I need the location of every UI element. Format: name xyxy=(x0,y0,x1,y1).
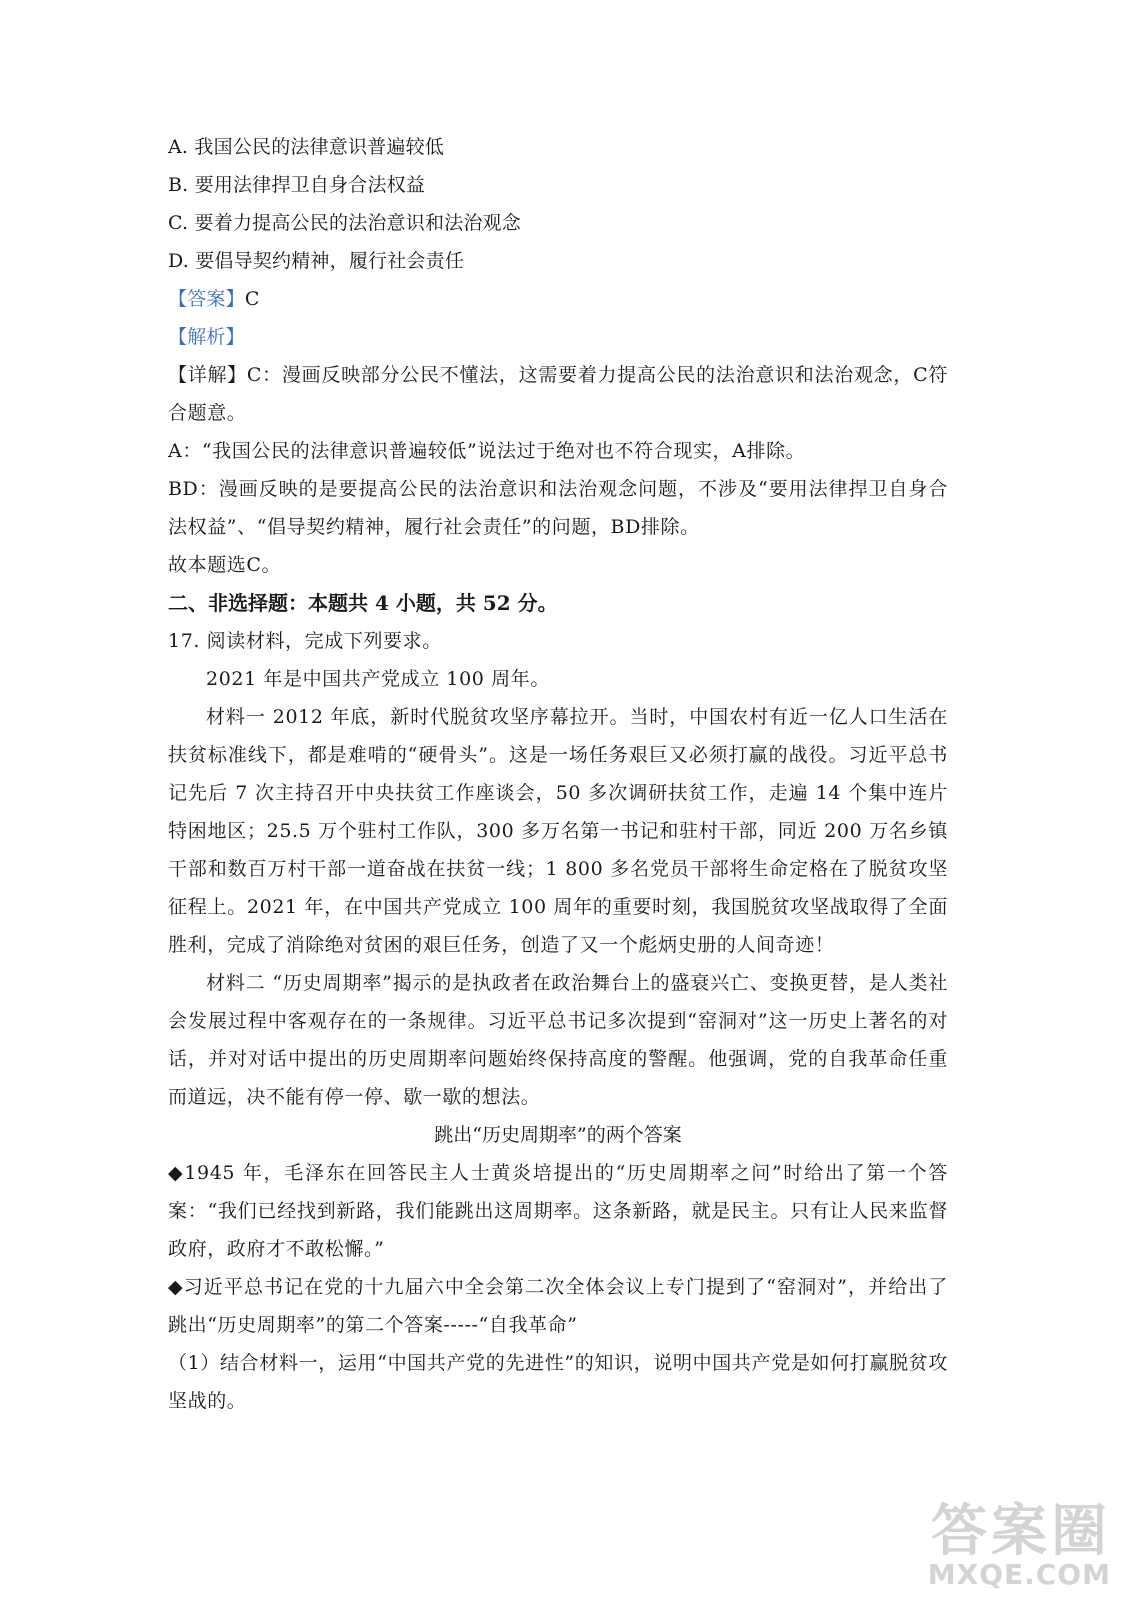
analysis-tag: 【解析】 xyxy=(168,326,245,348)
bullet-two: ◆习近平总书记在党的十九届六中全会第二次全体会议上专门提到了“窑洞对”，并给出了跳出“历史周期率”的第二个答案-----“自我革命” xyxy=(168,1276,948,1336)
option-b: B. 要用法律捍卫自身合法权益 xyxy=(168,174,426,196)
detail-tag: 【详解】 xyxy=(168,364,247,386)
document-page xyxy=(168,128,948,1420)
sub-question-one: （1）结合材料一，运用“中国共产党的先进性”的知识，说明中国共产党是如何打赢脱贫攻坚战的。 xyxy=(168,1352,948,1412)
question-stem: 17. 阅读材料，完成下列要求。 xyxy=(168,630,442,652)
conclusion: 故本题选C。 xyxy=(168,554,282,576)
question-intro: 2021 年是中国共产党成立 100 周年。 xyxy=(206,668,550,690)
explain-a: A：“我国公民的法律意识普遍较低”说法过于绝对也不符合现实，A排除。 xyxy=(168,440,806,462)
box-title: 跳出“历史周期率”的两个答案 xyxy=(434,1124,682,1146)
material-two: 材料二 “历史周期率”揭示的是执政者在政治舞台上的盛衰兴亡、变换更替，是人类社会发展过程中客观存在的一条规律。习近平总书记多次提到“窑洞对”这一历史上著名的对话，并对对话中提出的历史周期率问题始终保持高度的警醒。他强调，党的自我革命任重而道远，决不能有停一停、歇一歇的想法。 xyxy=(168,972,948,1108)
material-one: 材料一 2012 年底，新时代脱贫攻坚序幕拉开。当时，中国农村有近一亿人口生活在扶贫标准线下，都是难啃的“硬骨头”。这是一场任务艰巨又必须打赢的战役。习近平总书记先后 7 次主持召开中央扶贫工作座谈会，50 多次调研扶贫工作，走遍 14 个集中连片特困地区；25.5 万个驻村工作队，300 多万名第一书记和驻村干部，同近 200 万名乡镇干部和数百万村干部一道奋战在扶贫一线；1 800 多名党员干部将生命定格在了脱贫攻坚征程上。2021 年，在中国共产党成立 100 周年的重要时刻，我国脱贫攻坚战取得了全面胜利，完成了消除绝对贫困的艰巨任务，创造了又一个彪炳史册的人间奇迹！ xyxy=(168,706,948,956)
watermark-logo xyxy=(927,1499,1111,1591)
option-d: D. 要倡导契约精神，履行社会责任 xyxy=(168,250,465,272)
detail-text: C：漫画反映部分公民不懂法，这需要着力提高公民的法治意识和法治观念，C符合题意。 xyxy=(168,364,948,424)
bullet-one: ◆1945 年，毛泽东在回答民主人士黄炎培提出的“历史周期率之问”时给出了第一个答案：“我们已经找到新路，我们能跳出这周期率。这条新路，就是民主。只有让人民来监督政府，政府才不敢松懈。” xyxy=(168,1162,948,1260)
watermark-small: MXQE.COM xyxy=(927,1558,1111,1591)
option-c: C. 要着力提高公民的法治意识和法治观念 xyxy=(168,212,521,234)
explain-bd: BD：漫画反映的是要提高公民的法治意识和法治观念问题，不涉及“要用法律捍卫自身合法权益”、“倡导契约精神，履行社会责任”的问题，BD排除。 xyxy=(168,478,948,538)
answer-value: C xyxy=(244,288,260,310)
analysis-line xyxy=(168,318,948,356)
answer-tag: 【答案】 xyxy=(168,288,245,310)
answer-line xyxy=(168,280,948,318)
section-title: 二、非选择题：本题共 4 小题，共 52 分。 xyxy=(168,591,558,615)
watermark-big: 答案圈 xyxy=(931,1499,1111,1564)
option-a: A. 我国公民的法律意识普遍较低 xyxy=(168,136,445,158)
detail-paragraph xyxy=(168,356,948,432)
